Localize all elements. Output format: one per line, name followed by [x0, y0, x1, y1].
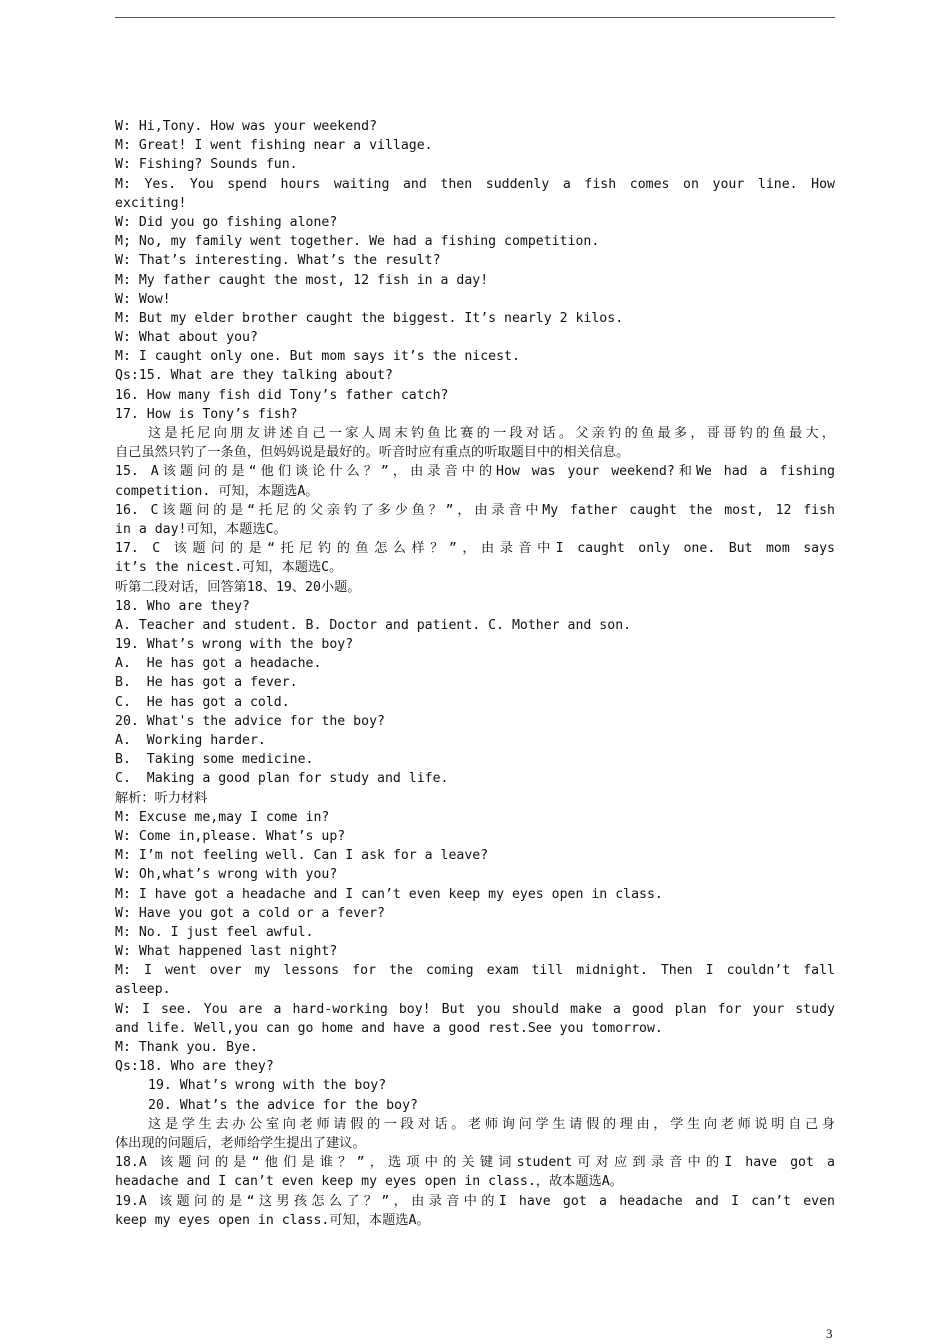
- text-line: 17. C 该题问的是“托尼钓的鱼怎么样？”，由录音中I caught only one. But mom says: [115, 541, 835, 557]
- text-line: M: I went over my lessons for the coming exam till midnight. Then I couldn’t fall: [115, 963, 835, 979]
- text-line: 这是学生去办公室向老师请假的一段对话。老师询问学生请假的理由，学生向老师说明自己身: [148, 1116, 835, 1132]
- text-line: A. He has got a headache.: [115, 656, 322, 672]
- text-line: 18. Who are they?: [115, 598, 250, 614]
- text-line: Qs:18. Who are they?: [115, 1059, 274, 1075]
- text-line: and life. Well,you can go home and have a good rest.See you tomorrow.: [115, 1020, 663, 1036]
- text-line: 听第二段对话，回答第18、19、20小题。: [115, 579, 361, 595]
- text-line: 15. A该题问的是“他们谈论什么？”，由录音中的How was your weekend?和We had a fishing: [115, 464, 835, 480]
- text-line: A. Working harder.: [115, 733, 266, 748]
- text-line: W: Wow!: [115, 291, 171, 307]
- text-line: W: What happened last night?: [115, 944, 338, 960]
- text-line: B. He has got a fever.: [115, 675, 298, 691]
- text-line: competition. 可知，本题选A。: [115, 483, 319, 499]
- text-line: W: That’s interesting. What’s the result?: [115, 253, 441, 269]
- page-number: 3: [826, 1326, 833, 1341]
- text-line: W: Come in,please. What’s up?: [115, 828, 346, 844]
- text-line: 18.A 该题问的是“他们是谁？”，选项中的关键词student可对应到录音中的I have got a: [115, 1155, 835, 1171]
- text-line: M: Yes. You spend hours waiting and then suddenly a fish comes on your line. How: [115, 176, 835, 192]
- text-line: headache and I can’t even keep my eyes open in class.，故本题选A。: [115, 1174, 623, 1190]
- text-line: W: Have you got a cold or a fever?: [115, 905, 385, 921]
- text-line: 19. What’s wrong with the boy?: [148, 1078, 387, 1094]
- text-line: C. He has got a cold.: [115, 694, 290, 710]
- text-line: it’s the nicest.可知，本题选C。: [115, 560, 343, 576]
- text-line: 20. What’s the advice for the boy?: [148, 1097, 418, 1113]
- text-line: M; No, my family went together. We had a fishing competition.: [115, 234, 600, 250]
- text-line: W: Oh,what’s wrong with you?: [115, 867, 338, 883]
- text-line: 体出现的问题后，老师给学生提出了建议。: [115, 1135, 366, 1151]
- text-line: M: I’m not feeling well. Can I ask for a leave?: [115, 848, 489, 864]
- text-line: keep my eyes open in class.可知，本题选A。: [115, 1212, 430, 1228]
- text-line: W: What about you?: [115, 330, 258, 346]
- text-line: W: Did you go fishing alone?: [115, 214, 338, 230]
- text-line: A. Teacher and student. B. Doctor and patient. C. Mother and son.: [115, 617, 632, 633]
- text-line: 16. How many fish did Tony’s father catch?: [115, 387, 449, 403]
- text-line: M: My father caught the most, 12 fish in a day!: [115, 272, 489, 288]
- text-line: M: But my elder brother caught the biggest. It’s nearly 2 kilos.: [115, 310, 624, 326]
- text-line: M: Thank you. Bye.: [115, 1040, 258, 1055]
- text-line: W: Hi,Tony. How was your weekend?: [115, 119, 378, 134]
- text-line: M: I have got a headache and I can’t even keep my eyes open in class.: [115, 886, 663, 902]
- text-line: 自己虽然只钓了一条鱼，但妈妈说是最好的。听音时应有重点的听取题目中的相关信息。: [115, 445, 630, 461]
- text-line: 16. C该题问的是“托尼的父亲钓了多少鱼？”，由录音中My father caught the most, 12 fish: [115, 502, 835, 518]
- text-line: W: Fishing? Sounds fun.: [115, 157, 298, 173]
- text-line: M: Excuse me,may I come in?: [115, 809, 330, 825]
- text-line: M: Great! I went fishing near a village.: [115, 138, 433, 154]
- text-line: asleep.: [115, 982, 171, 998]
- text-line: M: I caught only one. But mom says it’s the nicest.: [115, 349, 520, 365]
- text-line: 17. How is Tony’s fish?: [115, 406, 298, 422]
- text-line: in a day!可知，本题选C。: [115, 521, 287, 537]
- text-line: M: No. I just feel awful.: [115, 924, 314, 940]
- header-rule: [115, 17, 835, 18]
- text-line: 19. What’s wrong with the boy?: [115, 637, 354, 653]
- text-line: 这是托尼向朋友讲述自己一家人周末钓鱼比赛的一段对话。父亲钓的鱼最多，哥哥钓的鱼最大，: [148, 426, 835, 441]
- text-line: W: I see. You are a hard-working boy! But you should make a good plan for your study: [115, 1001, 835, 1017]
- text-line: 解析：听力材料: [115, 790, 208, 806]
- text-line: B. Taking some medicine.: [115, 752, 314, 768]
- text-line: C. Making a good plan for study and life.: [115, 771, 449, 787]
- text-line: 19.A 该题问的是“这男孩怎么了？”，由录音中的I have got a headache and I can’t even: [115, 1193, 835, 1209]
- document-body: [115, 117, 835, 1230]
- text-line: 20. What's the advice for the boy?: [115, 713, 385, 729]
- text-line: Qs:15. What are they talking about?: [115, 368, 393, 384]
- text-line: exciting!: [115, 195, 187, 211]
